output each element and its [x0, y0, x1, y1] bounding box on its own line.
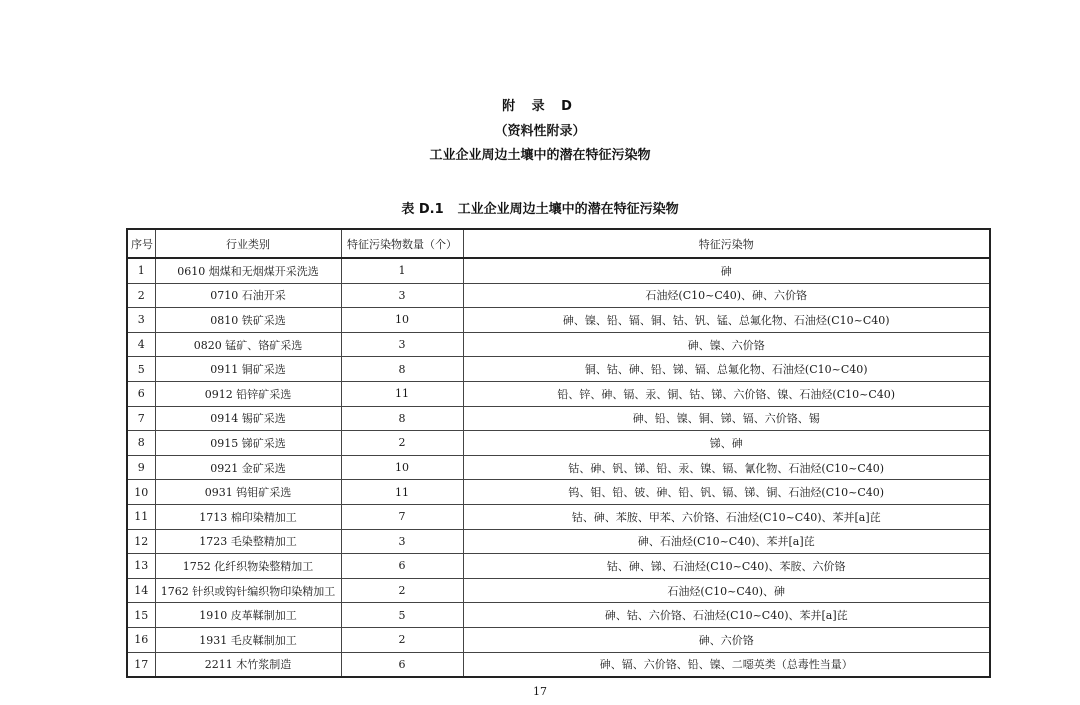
cell-industry: 0810 铁矿采选	[155, 308, 341, 333]
cell-pollutants: 铅、锌、砷、镉、汞、铜、钴、锑、六价铬、镍、石油烃(C10~C40)	[463, 381, 990, 406]
cell-index: 5	[127, 357, 155, 382]
table-row	[127, 480, 990, 505]
cell-count: 8	[341, 357, 463, 382]
cell-pollutants: 砷、六价铬	[463, 627, 990, 652]
table-row	[127, 455, 990, 480]
cell-index: 13	[127, 554, 155, 579]
table-row	[127, 258, 990, 283]
cell-industry: 1931 毛皮鞣制加工	[155, 627, 341, 652]
table-row	[127, 332, 990, 357]
cell-count: 7	[341, 504, 463, 529]
cell-index: 10	[127, 480, 155, 505]
cell-count: 2	[341, 578, 463, 603]
cell-industry: 0931 钨钼矿采选	[155, 480, 341, 505]
header-count: 特征污染物数量（个）	[341, 229, 463, 258]
table-row	[127, 357, 990, 382]
table-row	[127, 603, 990, 628]
header-pollutants: 特征污染物	[463, 229, 990, 258]
cell-count: 6	[341, 652, 463, 677]
cell-pollutants: 锑、砷	[463, 431, 990, 456]
appendix-label: 附 录 D	[502, 99, 578, 114]
cell-industry: 0610 烟煤和无烟煤开采洗选	[155, 258, 341, 283]
table-row	[127, 504, 990, 529]
cell-count: 3	[341, 332, 463, 357]
cell-pollutants: 钴、砷、锑、石油烃(C10~C40)、苯胺、六价铬	[463, 554, 990, 579]
cell-pollutants: 钴、砷、钒、锑、铅、汞、镍、镉、氰化物、石油烃(C10~C40)	[463, 455, 990, 480]
cell-index: 6	[127, 381, 155, 406]
cell-industry: 0820 锰矿、铬矿采选	[155, 332, 341, 357]
cell-index: 14	[127, 578, 155, 603]
cell-industry: 1762 针织或钩针编织物印染精加工	[155, 578, 341, 603]
cell-index: 9	[127, 455, 155, 480]
cell-count: 10	[341, 455, 463, 480]
cell-pollutants: 石油烃(C10~C40)、砷	[463, 578, 990, 603]
cell-industry: 0915 锑矿采选	[155, 431, 341, 456]
cell-pollutants: 铜、钴、砷、铅、锑、镉、总氟化物、石油烃(C10~C40)	[463, 357, 990, 382]
table-caption-number: 表 D.1	[401, 202, 444, 217]
header-index: 序号	[127, 229, 155, 258]
cell-index: 7	[127, 406, 155, 431]
cell-count: 3	[341, 283, 463, 308]
cell-index: 1	[127, 258, 155, 283]
table-row	[127, 627, 990, 652]
table-row	[127, 529, 990, 554]
table-body	[127, 258, 990, 677]
cell-industry: 1713 棉印染精加工	[155, 504, 341, 529]
cell-index: 2	[127, 283, 155, 308]
cell-count: 5	[341, 603, 463, 628]
table-row	[127, 406, 990, 431]
appendix-title: 工业企业周边土壤中的潜在特征污染物	[429, 148, 651, 163]
cell-count: 6	[341, 554, 463, 579]
cell-count: 11	[341, 480, 463, 505]
cell-count: 8	[341, 406, 463, 431]
table-row	[127, 308, 990, 333]
cell-pollutants: 砷、镉、六价铬、铅、镍、二噁英类（总毒性当量）	[463, 652, 990, 677]
cell-industry: 0911 铜矿采选	[155, 357, 341, 382]
cell-industry: 1723 毛染整精加工	[155, 529, 341, 554]
cell-pollutants: 砷、钴、六价铬、石油烃(C10~C40)、苯并[a]芘	[463, 603, 990, 628]
cell-count: 11	[341, 381, 463, 406]
cell-industry: 0921 金矿采选	[155, 455, 341, 480]
cell-industry: 1910 皮革鞣制加工	[155, 603, 341, 628]
cell-count: 2	[341, 627, 463, 652]
cell-industry: 0912 铅锌矿采选	[155, 381, 341, 406]
cell-index: 15	[127, 603, 155, 628]
table-row	[127, 652, 990, 677]
cell-index: 8	[127, 431, 155, 456]
table-row	[127, 283, 990, 308]
cell-pollutants: 石油烃(C10~C40)、砷、六价铬	[463, 283, 990, 308]
cell-industry: 2211 木竹浆制造	[155, 652, 341, 677]
cell-pollutants: 砷、石油烃(C10~C40)、苯并[a]芘	[463, 529, 990, 554]
table-row	[127, 431, 990, 456]
table-header-row	[127, 229, 990, 258]
cell-index: 11	[127, 504, 155, 529]
table-row	[127, 381, 990, 406]
cell-count: 2	[341, 431, 463, 456]
cell-pollutants: 砷	[463, 258, 990, 283]
cell-index: 4	[127, 332, 155, 357]
header-industry: 行业类别	[155, 229, 341, 258]
cell-index: 17	[127, 652, 155, 677]
cell-index: 3	[127, 308, 155, 333]
cell-count: 1	[341, 258, 463, 283]
appendix-type: （资料性附录）	[494, 124, 586, 139]
page-number: 17	[533, 685, 547, 698]
cell-industry: 1752 化纤织物染整精加工	[155, 554, 341, 579]
table-row	[127, 554, 990, 579]
cell-count: 10	[341, 308, 463, 333]
cell-index: 16	[127, 627, 155, 652]
cell-industry: 0914 锡矿采选	[155, 406, 341, 431]
cell-count: 3	[341, 529, 463, 554]
cell-pollutants: 砷、铅、镍、铜、锑、镉、六价铬、锡	[463, 406, 990, 431]
pollutant-table	[126, 228, 991, 678]
cell-pollutants: 钴、砷、苯胺、甲苯、六价铬、石油烃(C10~C40)、苯并[a]芘	[463, 504, 990, 529]
cell-pollutants: 钨、钼、铅、铍、砷、铅、钒、镉、锑、铜、石油烃(C10~C40)	[463, 480, 990, 505]
cell-index: 12	[127, 529, 155, 554]
table-caption-text: 工业企业周边土壤中的潜在特征污染物	[457, 202, 679, 217]
cell-pollutants: 砷、镍、铅、镉、铜、钴、钒、锰、总氟化物、石油烃(C10~C40)	[463, 308, 990, 333]
cell-industry: 0710 石油开采	[155, 283, 341, 308]
cell-pollutants: 砷、镍、六价铬	[463, 332, 990, 357]
table-row	[127, 578, 990, 603]
table-caption	[0, 198, 1080, 217]
